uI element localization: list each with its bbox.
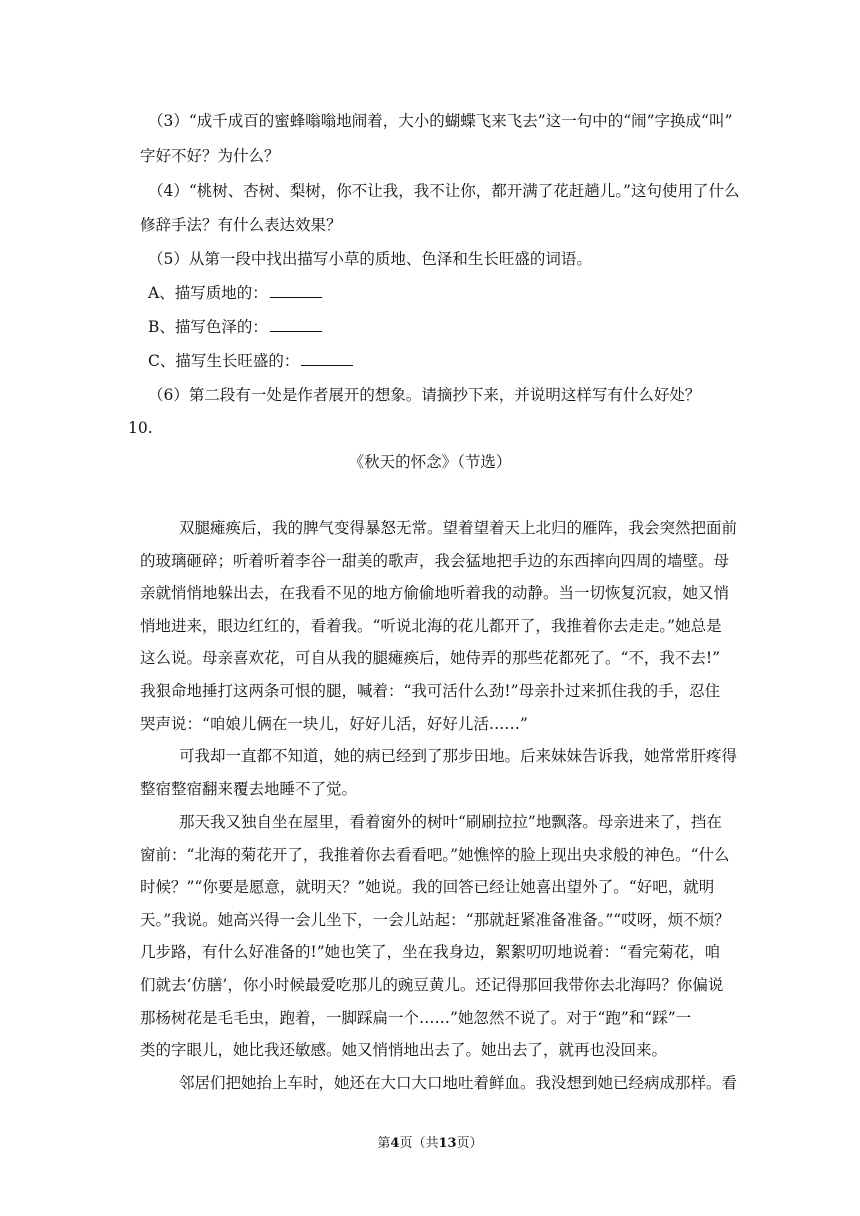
paragraph-line: 邻居们把她抬上车时，她还在大口大口地吐着鲜血。我没想到她已经病成那样。看	[179, 1074, 738, 1092]
paragraph-line: 这么说。母亲喜欢花，可自从我的腿瘫痪后，她侍弄的那些花都死了。“不，我不去!”	[140, 649, 721, 668]
paragraph-line: 窗前：“北海的菊花开了，我推着你去看看吧。”她憔悴的脸上现出央求般的神色。“什么	[140, 845, 730, 864]
paragraph-line: 类的字眼儿，她比我还敏感。她又悄悄地出去了。她出去了，就再也没回来。	[140, 1041, 668, 1060]
paragraph-line: 哭声说：“咱娘儿俩在一块儿，好好儿活，好好儿活……”	[140, 714, 528, 733]
footer-suffix: 页）	[456, 1136, 483, 1151]
paragraph-line: 几步路，有什么好准备的!”她也笑了，坐在我身边，絮絮叨叨地说着：“看完菊花，咱	[140, 943, 721, 962]
paragraph-line: 的玻璃砸碎；听着听着李谷一甜美的歌声，我会猛地把手边的东西摔向四周的墙壁。母	[140, 551, 730, 570]
question-4-line-1: （4）“桃树、杏树、梨树，你不让我，我不让你，都开满了花赶趟儿。”这句使用了什么	[148, 182, 740, 200]
page-footer	[0, 1133, 860, 1155]
option-b-label: B、描写色泽的：	[148, 318, 268, 336]
footer-mid: 页（共	[399, 1136, 439, 1151]
answer-blank-c[interactable]	[301, 350, 353, 366]
question-3-line-1: （3）“成千成百的蜜蜂嗡嗡地闹着，大小的蝴蝶飞来飞去”这一句中的“闹”字换成“叫”	[148, 112, 733, 130]
passage-paragraph-3	[140, 806, 732, 1067]
passage-paragraph-2	[140, 740, 738, 805]
passage-title: 《秋天的怀念》（节选）	[348, 453, 512, 471]
paragraph-line: 那天我又独自坐在屋里，看着窗外的树叶“刷刷拉拉”地飘落。母亲进来了，挡在	[179, 813, 722, 831]
paragraph-line: 可我却一直都不知道，她的病已经到了那步田地。后来妹妹告诉我，她常常肝疼得	[179, 747, 738, 765]
paragraph-line: 整宿整宿翻来覆去地睡不了觉。	[140, 779, 358, 798]
answer-blank-b[interactable]	[270, 316, 322, 332]
question-5-option-b	[148, 316, 322, 338]
paragraph-line: 双腿瘫痪后，我的脾气变得暴怒无常。望着望着天上北归的雁阵，我会突然把面前	[179, 519, 738, 537]
passage-paragraph-4	[140, 1067, 738, 1100]
answer-blank-a[interactable]	[270, 282, 322, 298]
option-a-label: A、描写质地的：	[148, 284, 268, 302]
total-page-count: 13	[438, 1136, 457, 1151]
question-5-option-c	[148, 350, 353, 372]
current-page-number: 4	[390, 1136, 400, 1151]
paragraph-line: 悄地进来，眼边红红的，看着我。“听说北海的花儿都开了，我推着你去走走。”她总是	[140, 616, 722, 635]
paragraph-line: 天。”我说。她高兴得一会儿坐下，一会儿站起：“那就赶紧准备准备。”“哎呀，烦不烦？	[140, 910, 730, 929]
paragraph-line: 时候？”“你要是愿意，就明天？”她说。我的回答已经让她喜出望外了。“好吧，就明	[140, 878, 715, 897]
question-5: （5）从第一段中找出描写小草的质地、色泽和生长旺盛的词语。	[148, 250, 592, 268]
paragraph-line: 我狠命地捶打这两条可恨的腿，喊着：“我可活什么劲!”母亲扑过来抓住我的手，忍住	[140, 681, 721, 700]
question-3-line-2: 字好不好？为什么？	[140, 147, 280, 165]
question-4-line-2: 修辞手法？有什么表达效果？	[140, 216, 342, 234]
question-6: （6）第二段有一处是作者展开的想象。请摘抄下来，并说明这样写有什么好处？	[148, 386, 701, 404]
footer-prefix: 第	[377, 1136, 391, 1151]
question-5-option-a	[148, 282, 322, 304]
paragraph-line: 们就去‘仿膳’，你小时候最爱吃那儿的豌豆黄儿。还记得那回我带你去北海吗？你偏说	[140, 975, 724, 994]
option-c-label: C、描写生长旺盛的：	[148, 352, 300, 370]
passage-paragraph-1	[140, 512, 738, 740]
paragraph-line: 那杨树花是毛毛虫，跑着，一脚踩扁一个……”她忽然不说了。对于“跑”和“踩”一	[140, 1008, 692, 1027]
question-number: 10.	[128, 419, 153, 437]
paragraph-line: 亲就悄悄地躲出去，在我看不见的地方偷偷地听着我的动静。当一切恢复沉寂，她又悄	[140, 584, 730, 603]
